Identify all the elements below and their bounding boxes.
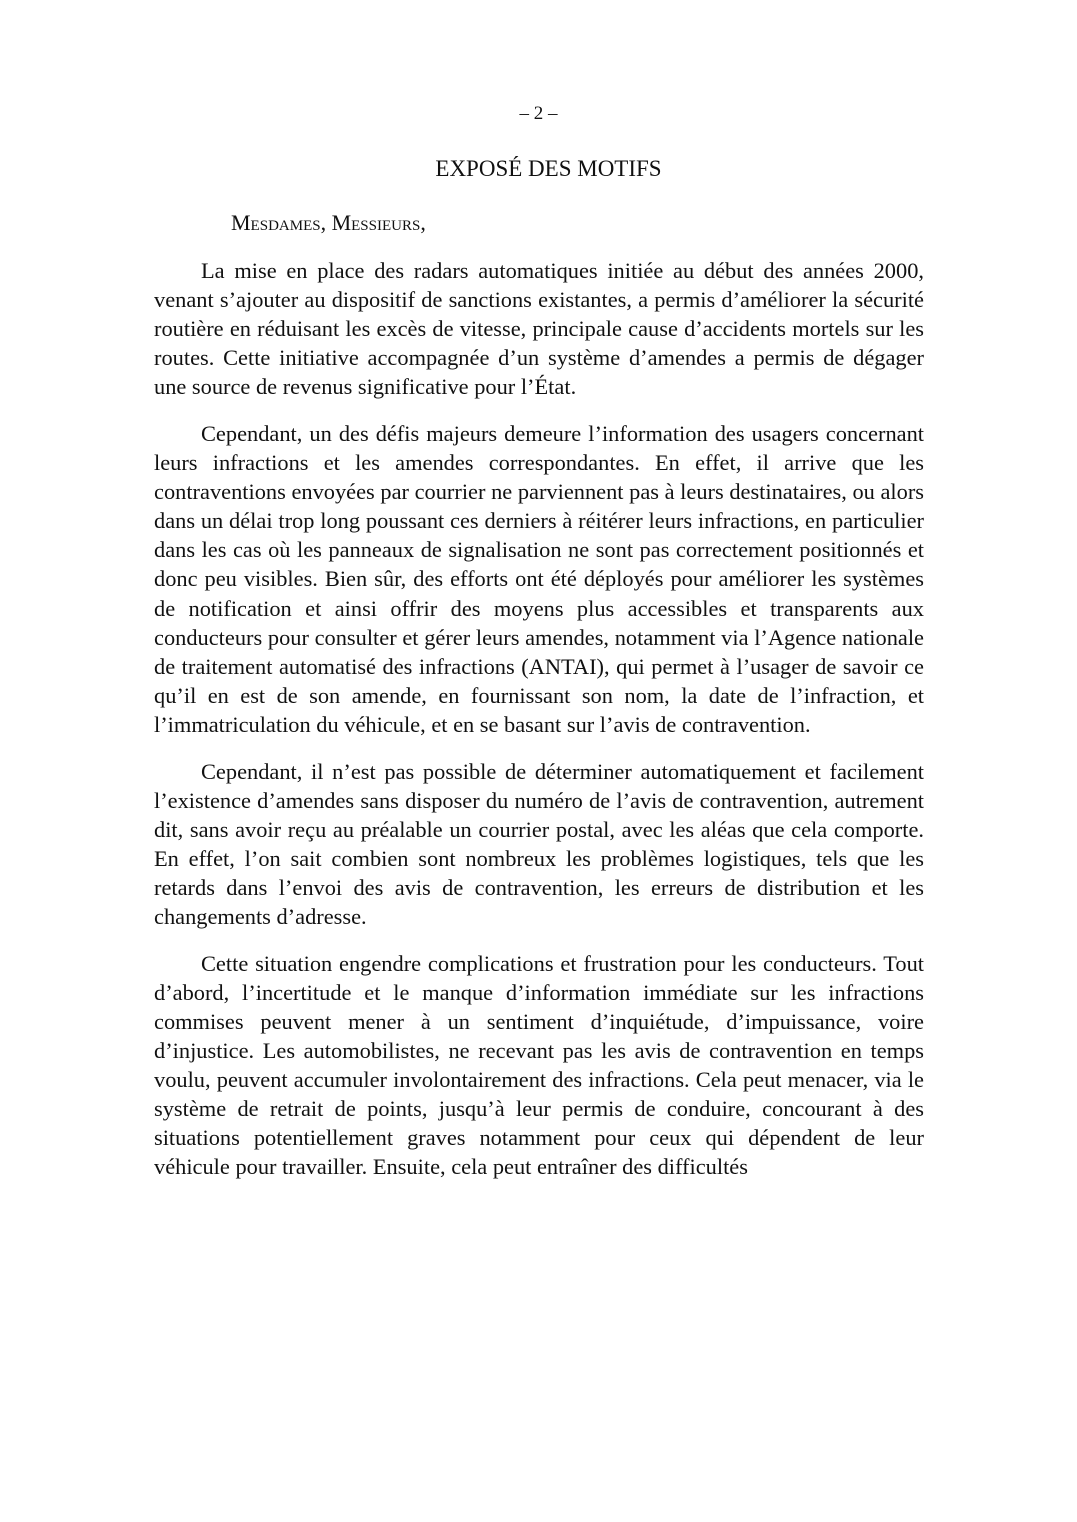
page-number: – 2 – [519,103,558,124]
paragraph: Cependant, un des défis majeurs demeure l’information des usagers concernant leurs infractions et les amendes correspondantes. En effet, il arrive que les contraventions envoyées par courrier ne parviennent pas à leurs destinataires, ou alors dans un délai trop long poussant ces derniers à réitérer leurs infractions, en particulier dans les cas où les panneaux de signalisation ne sont pas correctement positionnés et donc peu visibles. Bien sûr, des efforts ont été déployés pour améliorer les systèmes de notification et ainsi offrir des moyens plus accessibles et transparents aux conducteurs pour consulter et gérer leurs amendes, notamment via l’Agence nationale de traitement automatisé des infractions (ANTAI), qui permet à l’usager de savoir ce qu’il en est de son amende, en fournissant son nom, la date de l’infraction, et l’immatriculation du véhicule, et en se basant sur l’avis de contravention. [154,420,924,737]
paragraph: Cependant, il n’est pas possible de déterminer automatiquement et facilement l’existence d’amendes sans disposer du numéro de l’avis de contravention, autrement dit, sans avoir reçu au préalable un courrier postal, avec les aléas que cela comporte. En effet, l’on sait combien sont nombreux les problèmes logistiques, tels que les retards dans l’envoi des avis de contravention, les erreurs de distribution et les changements d’adresse. [154,758,924,929]
body-text [154,256,924,1199]
paragraph: Cette situation engendre complications et frustration pour les conducteurs. Tout d’abord, l’incertitude et le manque d’information immédiate sur les infractions commises peuvent mener à un sentiment d’inquiétude, d’impuissance, voire d’injustice. Les automobilistes, ne recevant pas les avis de contravention en temps voulu, peuvent accumuler involontairement des infractions. Cela peut menacer, via le système de retrait de points, jusqu’à leur permis de conduire, concourant à des situations potentiellement graves notamment pour ceux qui dépendent de leur véhicule pour travailler. Ensuite, cela peut entraîner des difficultés [154,950,924,1180]
paragraph: La mise en place des radars automatiques initiée au début des années 2000, venant s’ajouter au dispositif de sanctions existantes, a permis d’améliorer la sécurité routière en réduisant les excès de vitesse, principale cause d’accidents mortels sur les routes. Cette initiative accompagnée d’un système d’amendes a permis de dégager une source de revenus significative pour l’État. [154,258,924,400]
salutation: Mesdames, Messieurs, [231,210,426,235]
document-title: EXPOSÉ DES MOTIFS [435,156,662,181]
